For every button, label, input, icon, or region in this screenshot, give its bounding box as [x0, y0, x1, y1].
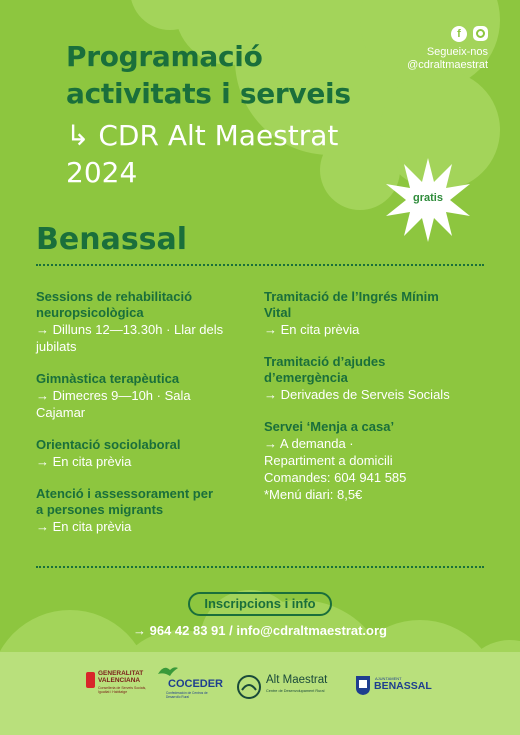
activity-detail: Cajamar — [36, 405, 86, 420]
title-line: Programació — [66, 40, 263, 73]
activity-detail: → A demanda · — [264, 436, 354, 451]
title-line: activitats i serveis — [66, 77, 351, 110]
activity-item — [36, 437, 254, 470]
subtitle — [66, 117, 338, 191]
logo-strip: GENERALITAT VALENCIANA Conselleria de Serveis Socials, Igualtat i Habitatge COCEDER Confederación de Centros de Desarrollo Rural Alt Maestrat Centre de Desenvolupament Rural AJUNTAMENT BENASSAL — [0, 660, 520, 710]
activity-item — [36, 486, 254, 535]
divider — [36, 566, 484, 568]
alt-maestrat-emblem-icon — [236, 674, 262, 700]
activity-detail: → En cita prèvia — [264, 322, 360, 337]
activity-title: Servei ‘Menja a casa’ — [264, 419, 395, 434]
activity-title: Sessions de rehabilitació neuropsicològica — [36, 289, 193, 320]
social-label: Segueix-nos — [426, 46, 488, 58]
subtitle-line: 2024 — [66, 156, 138, 189]
activity-item — [36, 371, 254, 421]
activity-detail: → Dimecres 9—10h · Sala — [36, 388, 191, 403]
social-block — [407, 26, 488, 72]
activity-item — [264, 289, 486, 338]
page-title — [66, 38, 351, 112]
activity-title: Tramitació d’ajudes d’emergència — [264, 354, 386, 385]
activity-detail: → Dilluns 12—13.30h · Llar dels — [36, 322, 224, 337]
activity-detail: *Menú diari: 8,5€ — [264, 487, 363, 502]
activity-detail: → Derivades de Serveis Socials — [264, 387, 450, 402]
coat-of-arms-icon — [355, 674, 371, 696]
contact-info[interactable]: → 964 42 83 91 / info@cdraltmaestrat.org — [132, 623, 387, 638]
instagram-icon[interactable] — [473, 26, 488, 41]
activity-item — [264, 419, 486, 503]
subtitle-line: ↳ CDR Alt Maestrat — [66, 119, 339, 152]
activity-detail: → En cita prèvia — [36, 454, 132, 469]
activity-item — [36, 289, 254, 355]
social-handle[interactable]: @cdraltmaestrat — [407, 59, 488, 71]
generalitat-emblem-icon — [86, 672, 95, 688]
divider — [36, 264, 484, 266]
activity-detail: jubilats — [36, 339, 77, 354]
activity-detail: Repartiment a domicili — [264, 453, 393, 468]
coceder-logo: COCEDER Confederación de Centros de Desarrollo Rural — [154, 662, 214, 702]
activity-detail: → En cita prèvia — [36, 519, 132, 534]
activity-title: Tramitació de l’Ingrés Mínim Vital — [264, 289, 439, 320]
activity-title: Gimnàstica terapèutica — [36, 371, 180, 386]
inscriptions-button[interactable]: Inscripcions i info — [188, 592, 332, 616]
right-column — [264, 289, 486, 519]
left-column — [36, 289, 254, 551]
town-heading: Benassal — [36, 222, 188, 257]
badge-label: gratis — [413, 192, 443, 204]
activity-title: Atenció i assessorament per a persones migrants — [36, 486, 214, 517]
activity-title: Orientació sociolaboral — [36, 437, 181, 452]
activity-detail: Comandes: 604 941 585 — [264, 470, 407, 485]
facebook-icon[interactable]: f — [451, 26, 467, 42]
activity-item — [264, 354, 486, 403]
